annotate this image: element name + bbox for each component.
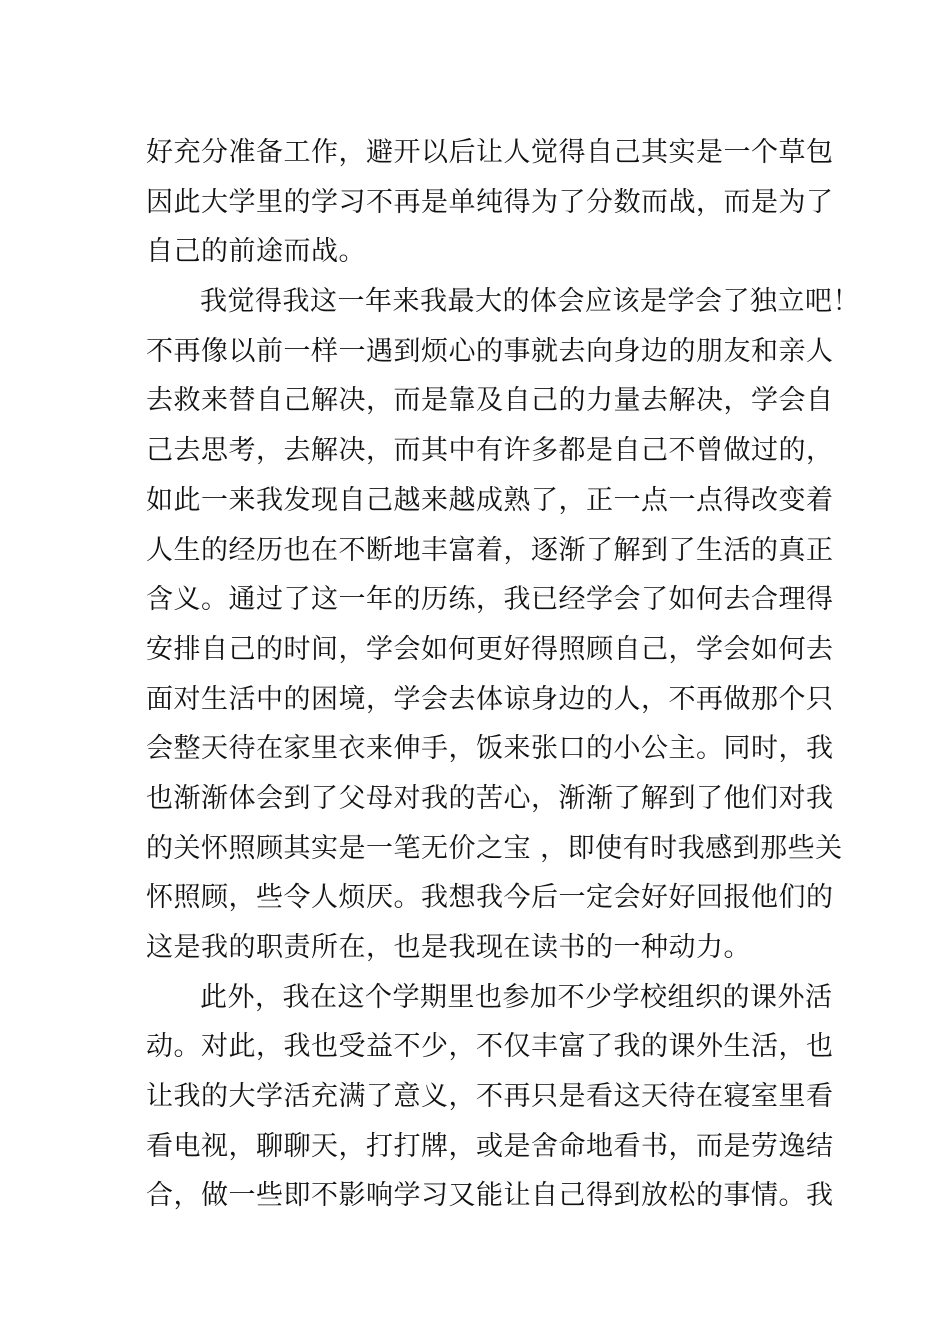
- text-line: 不再像以前一样一遇到烦心的事就去向身边的朋友和亲人: [146, 335, 834, 367]
- text-line: 因此大学里的学习不再是单纯得为了分数而战，而是为了: [146, 186, 834, 218]
- text-line: 的关怀照顾其实是一笔无价之宝 ，即使有时我感到那些关: [146, 832, 843, 864]
- text-line: 去救来替自己解决，而是靠及自己的力量去解决，学会自: [146, 385, 834, 417]
- text-line: 让我的大学活充满了意义，不再只是看这天待在寝室里看: [146, 1081, 834, 1113]
- text-line: 如此一来我发现自己越来越成熟了，正一点一点得改变着: [146, 484, 834, 516]
- text-line: 合，做一些即不影响学习又能让自己得到放松的事情。我: [146, 1180, 834, 1212]
- text-line: 好充分准备工作，避开以后让人觉得自己其实是一个草包: [146, 137, 834, 168]
- text-line: 自己的前途而战。: [146, 236, 366, 268]
- text-line: 面对生活中的困境，学会去体谅身边的人，不再做那个只: [146, 683, 834, 715]
- text-line: 看电视，聊聊天，打打牌，或是舍命地看书，而是劳逸结: [146, 1130, 834, 1162]
- text-line: 怀照顾，些令人烦厌。我想我今后一定会好好回报他们的: [146, 882, 834, 914]
- text-line: 这是我的职责所在，也是我现在读书的一种动力。: [146, 932, 751, 963]
- text-line: 动。对此，我也受益不少，不仅丰富了我的课外生活，也: [146, 1031, 834, 1063]
- text-line: 己去思考，去解决，而其中有许多都是自己不曾做过的，: [146, 435, 834, 467]
- body-text: [146, 128, 860, 1221]
- text-line: 安排自己的时间，学会如何更好得照顾自己，学会如何去: [146, 633, 834, 665]
- text-line: 人生的经历也在不断地丰富着，逐渐了解到了生活的真正: [146, 534, 834, 566]
- paragraph-first-line: 此外，我在这个学期里也参加不少学校组织的课外活: [200, 981, 833, 1013]
- text-line: 含义。通过了这一年的历练，我已经学会了如何去合理得: [146, 584, 834, 616]
- text-line: 会整天待在家里衣来伸手，饭来张口的小公主。同时，我: [146, 733, 834, 765]
- text-line: 也渐渐体会到了父母对我的苦心，渐渐了解到了他们对我: [146, 782, 834, 814]
- paragraph-first-line: 我觉得我这一年来我最大的体会应该是学会了独立吧！: [200, 286, 860, 318]
